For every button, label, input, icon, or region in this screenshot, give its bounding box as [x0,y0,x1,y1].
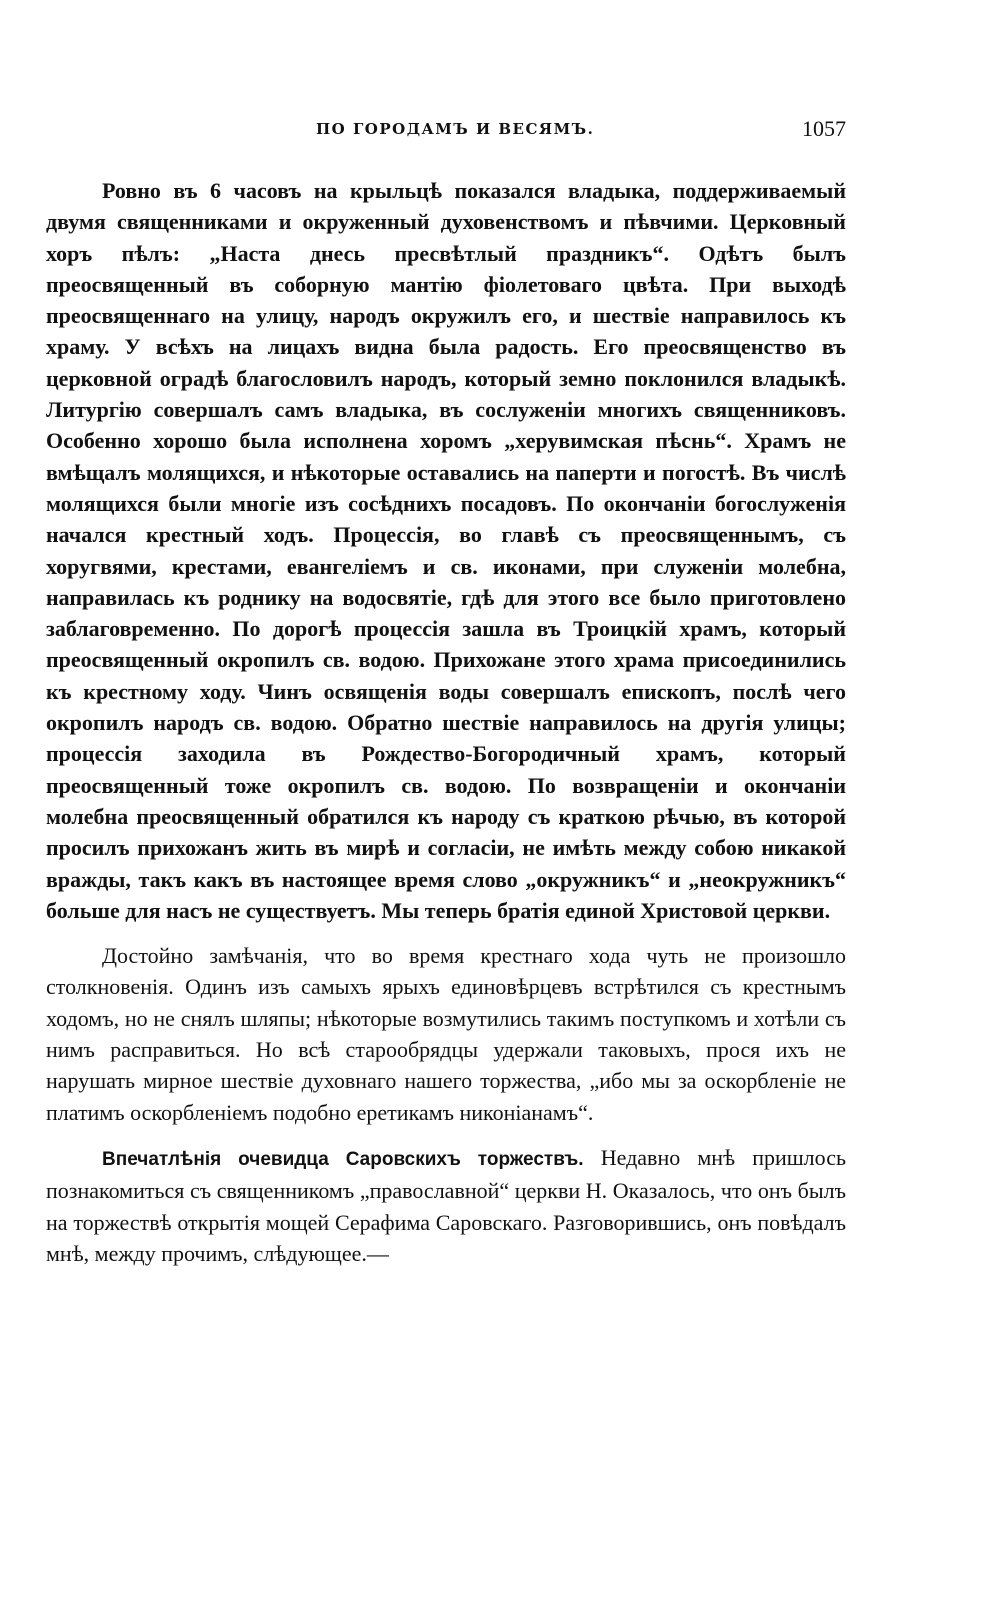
paragraph-impressions [46,1142,846,1269]
paragraph-incident: Достойно замѣчанія, что во время крестнаго хода чуть не произошло столкновенія. Одинъ изъ самыхъ ярыхъ единовѣрцевъ встрѣтился съ крестнымъ ходомъ, но не снялъ шляпы; нѣкоторые возмутились такимъ поступкомъ и хотѣли съ нимъ расправиться. Но всѣ старообрядцы удержали таковыхъ, прося ихъ не нарушать мирное шествіе духовнаго нашего торжества, „ибо мы за оскорбленіе не платимъ оскорбленіемъ подобно еретикамъ никоніанамъ“. [46,943,846,1125]
page-number: 1057 [802,116,846,141]
running-title: ПО ГОРОДАМЪ И ВЕСЯМЪ. [316,120,595,138]
body-text [46,175,846,1269]
section-lead: Впечатлѣнія очевидца Саровскихъ торжествъ. [102,1148,584,1170]
paragraph-impressions-text: Недавно мнѣ пришлось познакомиться съ священникомъ „православной“ церкви Н. Оказалось, что онъ былъ на торжествѣ открытія мощей Серафима Саровскаго. Разговорившись, онъ повѣдалъ мнѣ, между прочимъ, слѣдующее.— [46,1144,847,1266]
paragraph-procession: Ровно въ 6 часовъ на крыльцѣ показался владыка, поддерживаемый двумя священниками и окруженный духовенствомъ и пѣвчими. Церковный хоръ пѣлъ: „Наста днесь пресвѣтлый праздникъ“. Одѣтъ былъ преосвященный въ соборную мантію фіолетоваго цвѣта. При выходѣ преосвященнаго на улицу, народъ окружилъ его, и шествіе направилось къ храму. У всѣхъ на лицахъ видна была радость. Его преосвященство въ церковной оградѣ благословилъ народъ, который земно поклонился владыкѣ. Литургію совершалъ самъ владыка, въ сослуженіи многихъ священниковъ. Особенно хорошо была исполнена хоромъ „херувимская пѣснь“. Храмъ не вмѣщалъ молящихся, и нѣкоторые оставались на паперти и погостѣ. Въ числѣ молящихся были многіе изъ сосѣднихъ посадовъ. По окончаніи богослуженія начался крестный ходъ. Процессія, во главѣ съ преосвященнымъ, съ хоругвями, крестами, евангеліемъ и св. иконами, при служеніи молебна, направилась къ роднику на водосвятіе, гдѣ для этого все было приготовлено заблаговременно. По дорогѣ процессія зашла въ Троицкій храмъ, который преосвященный окропилъ св. водою. Прихожане этого храма присоединились къ крестному ходу. Чинъ освященія воды совершалъ епископъ, послѣ чего окропилъ народъ св. водою. Обратно шествіе направилось на другія улицы; процессія заходила въ Рождество-Богородичный храмъ, который преосвященный тоже окропилъ св. водою. По возвращеніи и окончаніи молебна преосвященный обратился къ народу съ краткою рѣчью, въ которой просилъ прихожанъ жить въ мирѣ и согласіи, не имѣть между собою никакой вражды, такъ какъ въ настоящее время слово „окружникъ“ и „неокружникъ“ больше для насъ не существуетъ. Мы теперь братія единой Христовой церкви. [46,178,846,923]
page-header [46,116,846,146]
